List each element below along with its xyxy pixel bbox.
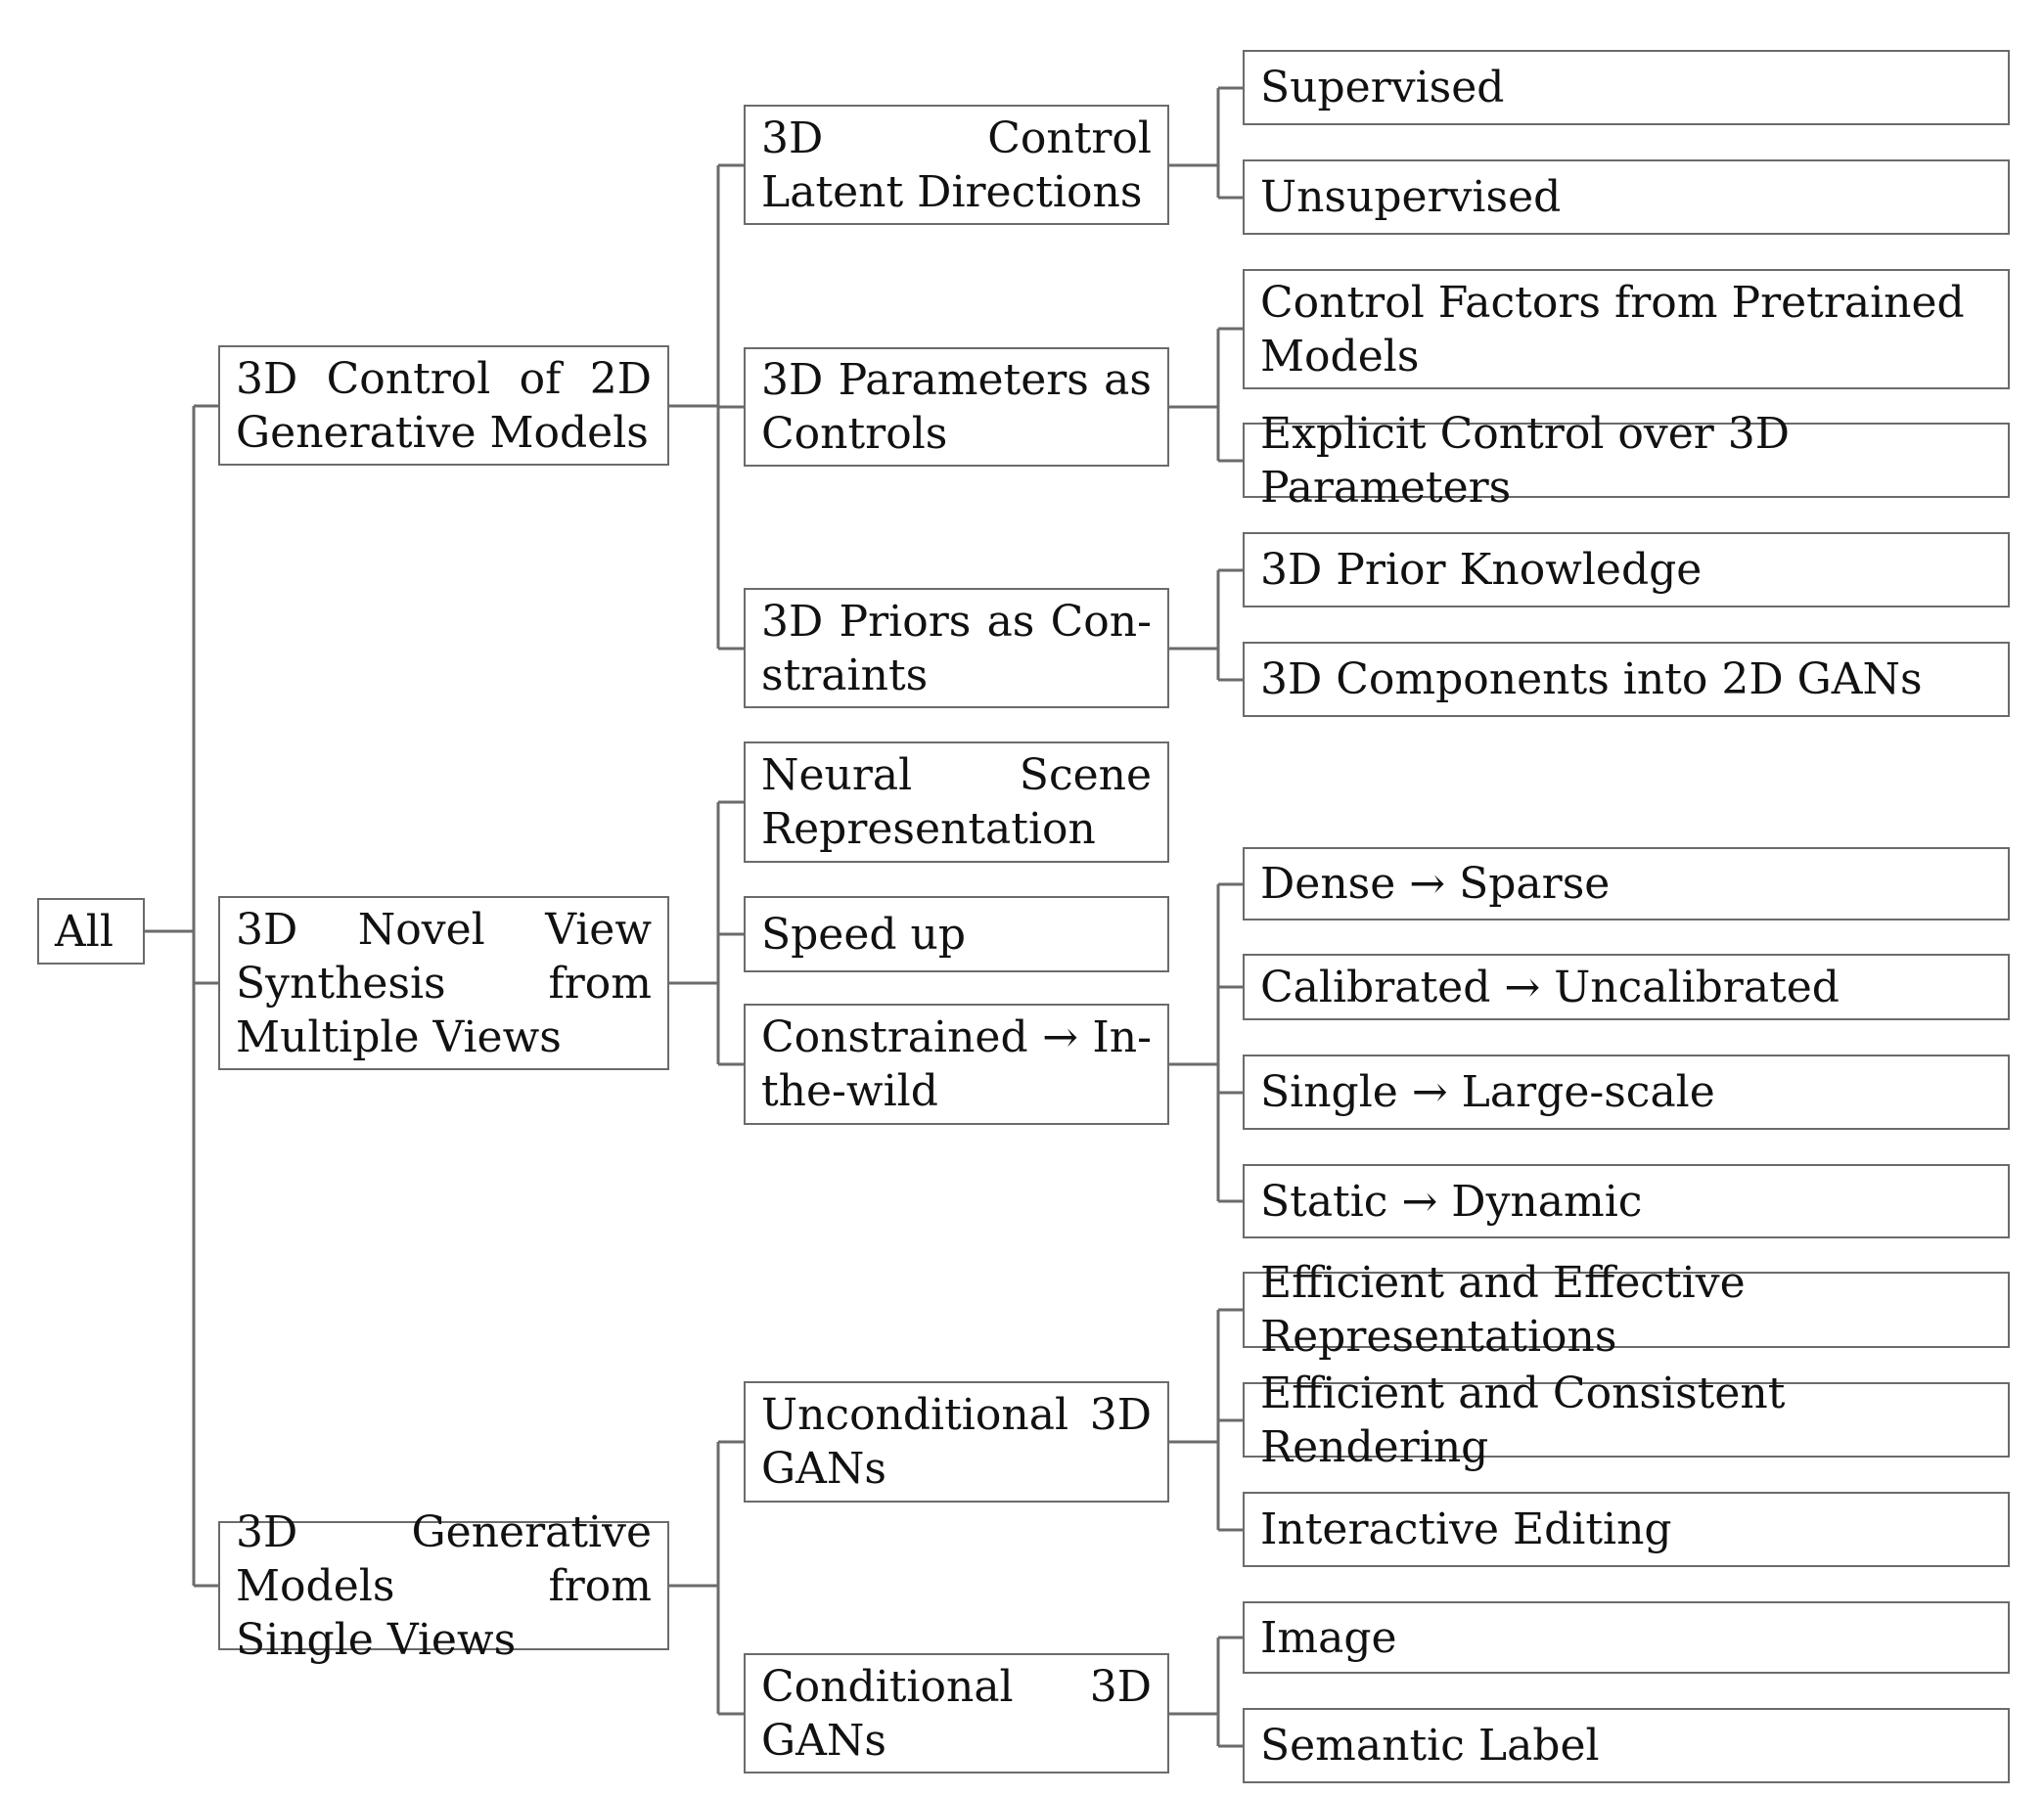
leaf-semantic-label: Semantic Label xyxy=(1243,1708,2010,1783)
node-root xyxy=(37,898,145,965)
node-constrained-to-in-the-wild: Constrained → In-the-wild xyxy=(744,1004,1169,1125)
node-neural-scene-representation: Neural Scene Representation xyxy=(744,741,1169,863)
leaf-dense-to-sparse: Dense → Sparse xyxy=(1243,847,2010,920)
leaf-3d-components-into-2d-gans: 3D Components into 2D GANs xyxy=(1243,642,2010,717)
node-3d-generative-models-single-views: 3D Generative Models from Single Views xyxy=(218,1521,669,1650)
leaf-static-to-dynamic: Static → Dynamic xyxy=(1243,1164,2010,1238)
leaf-efficient-consistent-rendering: Efficient and Consistent Rendering xyxy=(1243,1382,2010,1458)
node-3d-priors-as-constraints: 3D Priors as Constraints xyxy=(744,588,1169,708)
leaf-interactive-editing: Interactive Editing xyxy=(1243,1492,2010,1567)
node-3d-novel-view-synthesis: 3D Novel View Synthesis from Multiple Views xyxy=(218,896,669,1070)
leaf-single-to-large-scale: Single → Large-scale xyxy=(1243,1055,2010,1130)
node-3d-control-latent-directions: 3D Control Latent Directions xyxy=(744,105,1169,225)
leaf-efficient-effective-representations: Efficient and Effective Representations xyxy=(1243,1272,2010,1348)
leaf-explicit-control-3d-parameters: Explicit Control over 3D Parameters xyxy=(1243,423,2010,498)
node-root-label: All xyxy=(55,906,114,957)
leaf-supervised: Supervised xyxy=(1243,50,2010,125)
leaf-3d-prior-knowledge: 3D Prior Knowledge xyxy=(1243,532,2010,607)
leaf-image: Image xyxy=(1243,1601,2010,1674)
node-conditional-3d-gans: Conditional 3D GANs xyxy=(744,1653,1169,1774)
leaf-unsupervised: Unsupervised xyxy=(1243,159,2010,235)
node-3d-parameters-as-controls: 3D Parameters as Controls xyxy=(744,347,1169,467)
node-unconditional-3d-gans: Unconditional 3D GANs xyxy=(744,1381,1169,1503)
leaf-calibrated-to-uncalibrated: Calibrated → Uncalibrated xyxy=(1243,954,2010,1020)
node-3d-control-of-2d-generative-models: 3D Control of 2D Generative Models xyxy=(218,345,669,466)
leaf-control-factors-pretrained: Control Factors from Pretrained Models xyxy=(1243,269,2010,389)
node-speed-up: Speed up xyxy=(744,896,1169,972)
